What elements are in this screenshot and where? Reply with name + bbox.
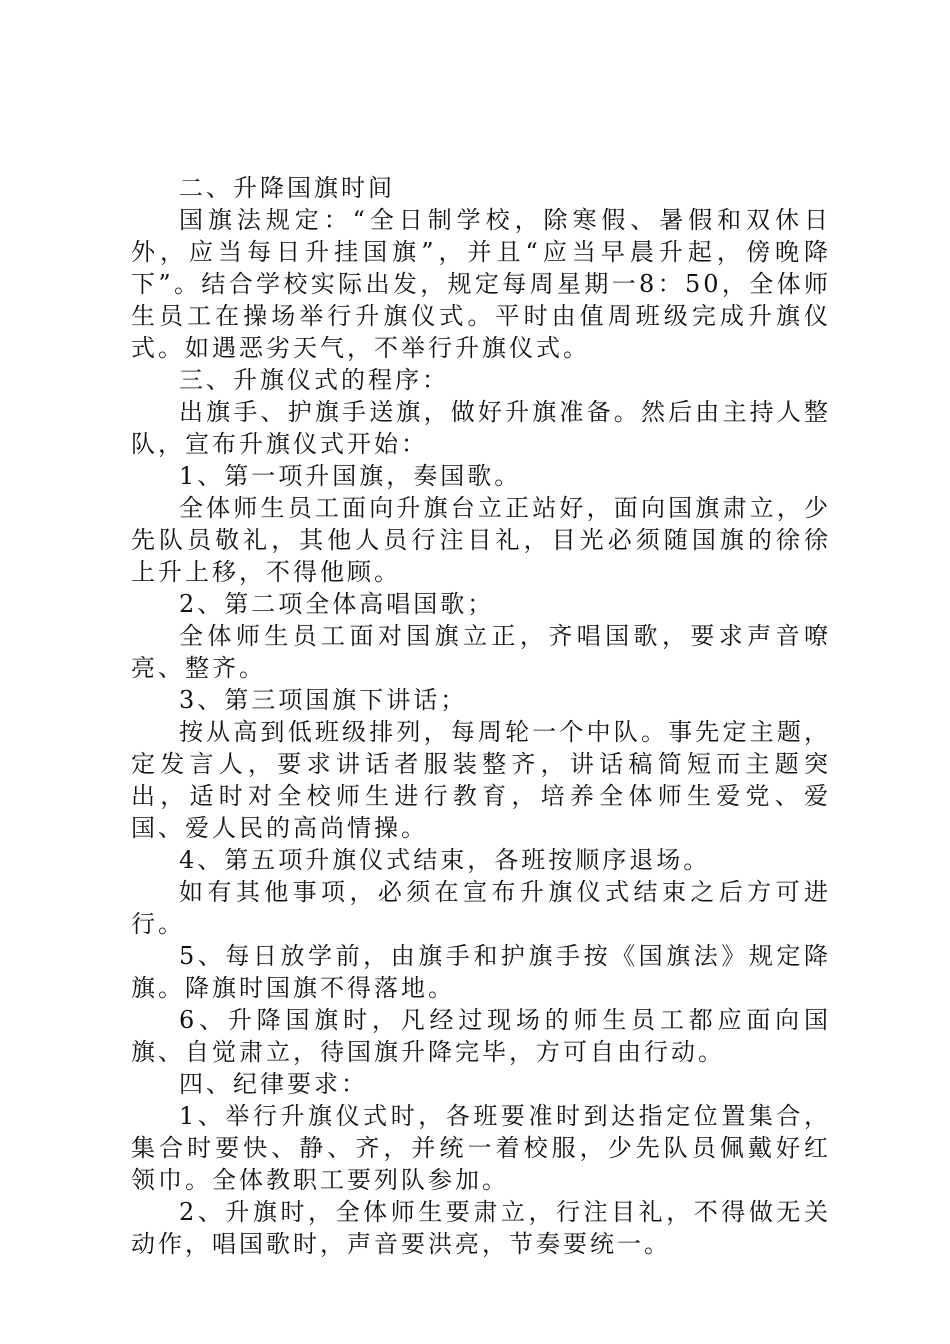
list-item: 5、每日放学前，由旗手和护旗手按《国旗法》规定降旗。降旗时国旗不得落地。 (131, 942, 831, 1002)
section-heading-ceremony-procedure: 三、升旗仪式的程序： (179, 366, 449, 394)
section-heading-flag-time: 二、升降国旗时间 (179, 174, 395, 202)
paragraph: 按从高到低班级排列，每周轮一个中队。事先定主题，定发言人，要求讲话者服装整齐，讲话稿简短而主题突出，适时对全校师生进行教育，培养全体师生爱党、爱国、爱人民的高尚情操。 (131, 718, 831, 842)
paragraph: 全体师生员工面对国旗立正，齐唱国歌，要求声音嘹亮、整齐。 (131, 622, 831, 682)
list-item: 4、第五项升旗仪式结束，各班按顺序退场。 (179, 846, 711, 874)
list-item: 1、第一项升国旗，奏国歌。 (179, 462, 522, 490)
list-item: 2、第二项全体高唱国歌； (179, 590, 495, 618)
paragraph: 如有其他事项，必须在宣布升旗仪式结束之后方可进行。 (131, 878, 831, 938)
paragraph: 全体师生员工面向升旗台立正站好，面向国旗肃立，少先队员敬礼，其他人员行注目礼，目光必须随国旗的徐徐上升上移，不得他顾。 (131, 494, 831, 586)
document-body (131, 172, 831, 1260)
list-item: 3、第三项国旗下讲话； (179, 686, 468, 714)
paragraph: 国旗法规定：“全日制学校，除寒假、暑假和双休日外，应当每日升挂国旗”，并且“应当早晨升起，傍晚降下”。结合学校实际出发，规定每周星期一8：50，全体师生员工在操场举行升旗仪式。平时由值周班级完成升旗仪式。如遇恶劣天气，不举行升旗仪式。 (131, 206, 831, 362)
list-item: 2、升旗时，全体师生要肃立，行注目礼，不得做无关动作，唱国歌时，声音要洪亮，节奏要统一。 (131, 1198, 831, 1258)
list-item: 1、举行升旗仪式时，各班要准时到达指定位置集合，集合时要快、静、齐，并统一着校服，少先队员佩戴好红领巾。全体教职工要列队参加。 (131, 1102, 831, 1194)
section-heading-discipline: 四、纪律要求： (179, 1070, 368, 1098)
paragraph: 出旗手、护旗手送旗，做好升旗准备。然后由主持人整队，宣布升旗仪式开始： (131, 398, 831, 458)
list-item: 6、升降国旗时，凡经过现场的师生员工都应面向国旗、自觉肃立，待国旗升降完毕，方可自由行动。 (131, 1006, 831, 1066)
